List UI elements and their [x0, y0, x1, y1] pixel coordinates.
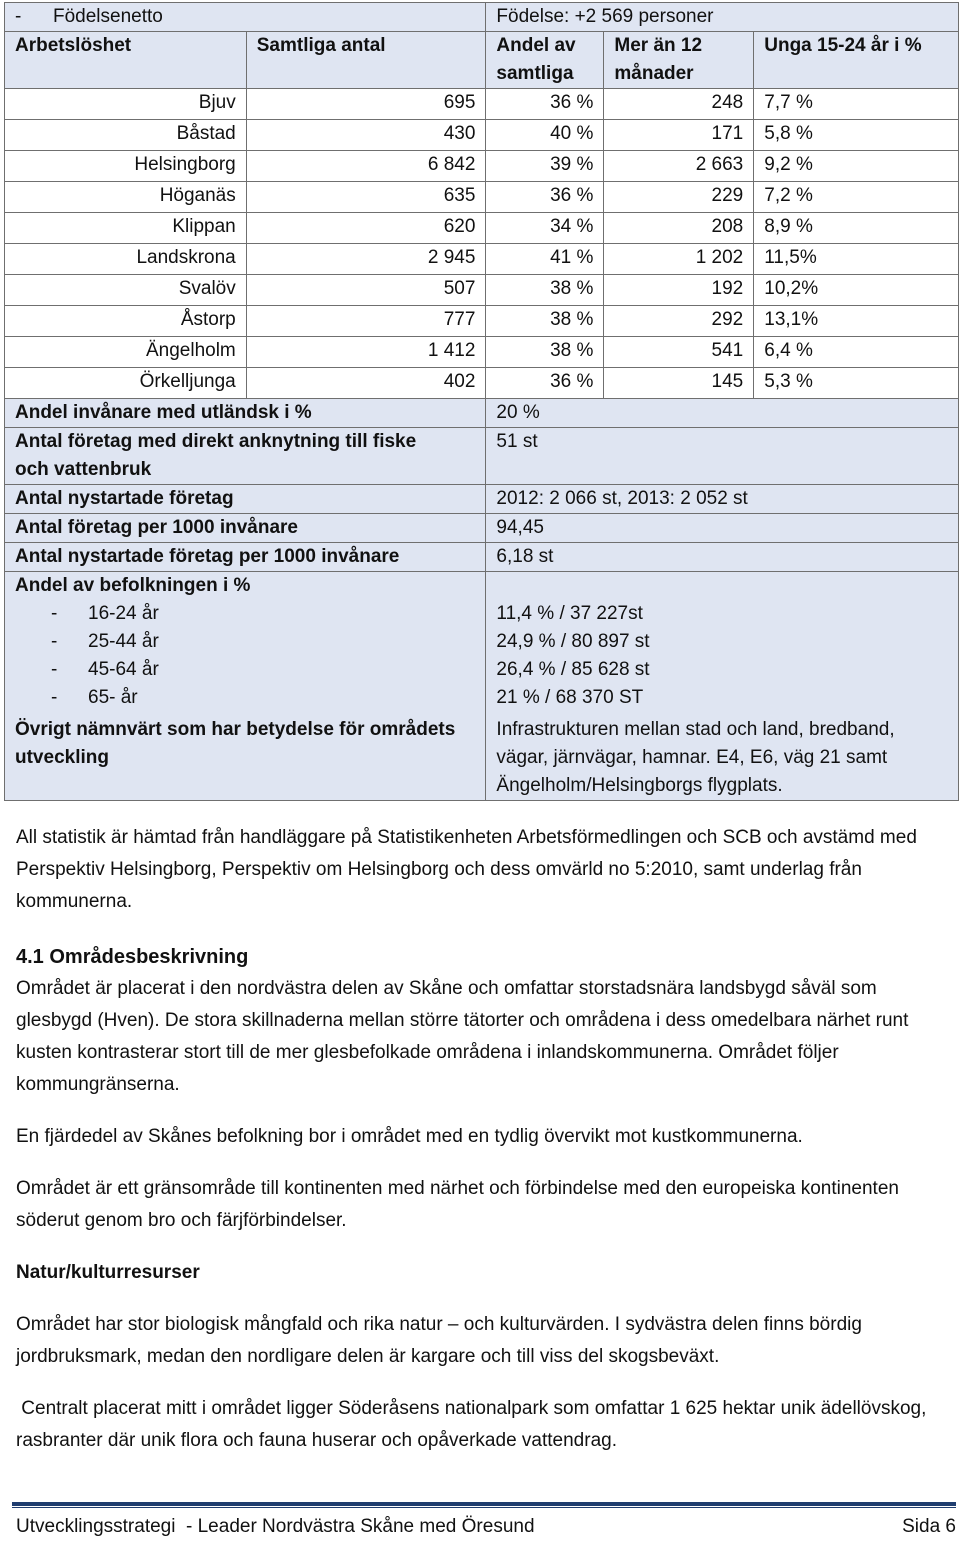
table-row: [5, 428, 959, 485]
population-value-list: [496, 600, 948, 712]
page-number: Sida 6: [902, 1516, 956, 1537]
births-row: [5, 3, 959, 32]
total-count: 695: [246, 89, 486, 120]
share-percent: 36 %: [486, 89, 604, 120]
age-group: [15, 656, 475, 684]
table-row: [5, 151, 959, 182]
nature-paragraph-1: Området har stor biologisk mångfald och rika natur – och kulturvärden. I sydvästra delen finns bördig jordbruksmark, medan den nordligare delen är kargare och till viss del skogsbeväxt.: [16, 1314, 862, 1367]
table-row: [5, 485, 959, 514]
table-row: [5, 89, 959, 120]
table-row: [5, 120, 959, 151]
table-row: [5, 182, 959, 213]
population-cell: [5, 572, 486, 801]
youth-percent: 8,9 %: [754, 213, 959, 244]
dash-bullet: -: [51, 659, 58, 680]
municipality-name: Landskrona: [5, 244, 247, 275]
youth-percent: 9,2 %: [754, 151, 959, 182]
section-heading: 4.1 Områdesbeskrivning: [16, 946, 249, 968]
header-unemployment: Arbetslöshet: [5, 32, 247, 89]
share-percent: 39 %: [486, 151, 604, 182]
age-group-value: 21 % / 68 370 ST: [496, 687, 644, 708]
youth-percent: 5,8 %: [754, 120, 959, 151]
population-values-cell: [486, 572, 959, 801]
source-paragraph: All statistik är hämtad från handläggare på Statistikenheten Arbetsförmedlingen och SCB och avstämd med Perspektiv Helsingborg, Perspektiv om Helsingborg och dess omvärld no 5:2010, samt underlag från kommunerna.: [16, 827, 917, 912]
area-paragraph-1: Området är placerat i den nordvästra delen av Skåne och omfattar storstadsnära landsbygd såväl som glesbygd (Hven). De stora skillnaderna mellan större tätorter och områdena i dess omedelbara närhet runt kusten kontrasterar stort till de mer glesbefolkade områdena i inlandskommunerna. Området följer kommungränserna.: [16, 978, 909, 1095]
age-group-value: 11,4 % / 37 227st: [496, 603, 643, 624]
table-row: [5, 244, 959, 275]
youth-percent: 5,3 %: [754, 368, 959, 399]
long-term-count: 1 202: [604, 244, 754, 275]
long-term-count: 145: [604, 368, 754, 399]
table-row: [5, 399, 959, 428]
share-percent: 36 %: [486, 182, 604, 213]
total-count: 2 945: [246, 244, 486, 275]
municipality-name: Höganäs: [5, 182, 247, 213]
age-group: [15, 600, 475, 628]
youth-percent: 7,7 %: [754, 89, 959, 120]
share-percent: 38 %: [486, 337, 604, 368]
age-group: [15, 684, 475, 712]
age-range: 16-24 år: [88, 603, 159, 624]
total-count: 402: [246, 368, 486, 399]
age-group: [15, 628, 475, 656]
births-value: Födelse: +2 569 personer: [486, 3, 959, 32]
age-group-value: 26,4 % / 85 628 st: [496, 659, 650, 680]
total-count: 620: [246, 213, 486, 244]
share-percent: 40 %: [486, 120, 604, 151]
municipality-name: Bjuv: [5, 89, 247, 120]
youth-percent: 7,2 %: [754, 182, 959, 213]
table-row: [5, 543, 959, 572]
footer-title: Utvecklingsstrategi - Leader Nordvästra Skåne med Öresund: [16, 1516, 535, 1537]
births-label: - Födelsenetto: [5, 3, 486, 32]
nature-paragraph-2: Centralt placerat mitt i området ligger Söderåsens nationalpark som omfattar 1 625 hektar unik ädellövskog, rasbranter där unik flora och fauna huserar och opåverkade vattendrag.: [16, 1398, 932, 1451]
share-percent: 38 %: [486, 275, 604, 306]
fishing-label: Antal företag med direkt anknytning till fiske och vattenbruk: [5, 428, 486, 485]
long-term-count: 208: [604, 213, 754, 244]
statistics-table: [4, 2, 959, 801]
total-count: 1 412: [246, 337, 486, 368]
table-row: [5, 368, 959, 399]
companies-per-1000-value: 94,45: [486, 514, 959, 543]
source-note: [16, 822, 946, 918]
header-share: Andel av samtliga: [486, 32, 604, 89]
table-row: [5, 337, 959, 368]
table-row: [5, 306, 959, 337]
long-term-count: 192: [604, 275, 754, 306]
dash-bullet: -: [51, 603, 58, 624]
youth-percent: 10,2%: [754, 275, 959, 306]
share-percent: 38 %: [486, 306, 604, 337]
municipality-name: Svalöv: [5, 275, 247, 306]
new-companies-label: Antal nystartade företag: [5, 485, 486, 514]
long-term-count: 292: [604, 306, 754, 337]
companies-per-1000-label: Antal företag per 1000 invånare: [5, 514, 486, 543]
municipality-rows: [5, 89, 959, 399]
total-count: 777: [246, 306, 486, 337]
youth-percent: 13,1%: [754, 306, 959, 337]
long-term-count: 541: [604, 337, 754, 368]
age-range: 25-44 år: [88, 631, 159, 652]
youth-percent: 11,5%: [754, 244, 959, 275]
population-age-list: [15, 600, 475, 712]
footer-rule-thin: [12, 1507, 956, 1508]
area-description: [16, 941, 946, 1457]
table-row: [5, 275, 959, 306]
municipality-name: Örkelljunga: [5, 368, 247, 399]
header-youth: Unga 15-24 år i %: [754, 32, 959, 89]
other-label: Övrigt nämnvärt som har betydelse för områdets utveckling: [15, 719, 456, 768]
total-count: 635: [246, 182, 486, 213]
population-row: [5, 572, 959, 801]
municipality-name: Klippan: [5, 213, 247, 244]
long-term-count: 171: [604, 120, 754, 151]
youth-percent: 6,4 %: [754, 337, 959, 368]
total-count: 430: [246, 120, 486, 151]
other-value: Infrastrukturen mellan stad och land, bredband, vägar, järnvägar, hamnar. E4, E6, väg 21 samt Ängelholm/Helsingborgs flygplats.: [496, 719, 895, 796]
table-row: [5, 514, 959, 543]
foreign-share-label: Andel invånare med utländsk i %: [5, 399, 486, 428]
nature-culture-heading: Natur/kulturresurser: [16, 1262, 200, 1283]
total-count: 507: [246, 275, 486, 306]
municipality-name: Båstad: [5, 120, 247, 151]
new-per-1000-value: 6,18 st: [486, 543, 959, 572]
age-group-value: 24,9 % / 80 897 st: [496, 631, 650, 652]
municipality-name: Åstorp: [5, 306, 247, 337]
area-paragraph-2: En fjärdedel av Skånes befolkning bor i området med en tydlig övervikt mot kustkommunerna.: [16, 1126, 803, 1147]
footer-rule: [12, 1502, 956, 1506]
municipality-name: Helsingborg: [5, 151, 247, 182]
new-per-1000-label: Antal nystartade företag per 1000 invånare: [5, 543, 486, 572]
table-header-row: [5, 32, 959, 89]
municipality-name: Ängelholm: [5, 337, 247, 368]
long-term-count: 229: [604, 182, 754, 213]
age-range: 45-64 år: [88, 659, 159, 680]
share-percent: 36 %: [486, 368, 604, 399]
dash-bullet: -: [51, 687, 58, 708]
share-percent: 34 %: [486, 213, 604, 244]
foreign-share-value: 20 %: [486, 399, 959, 428]
age-range: 65- år: [88, 687, 138, 708]
header-long-term: Mer än 12 månader: [604, 32, 754, 89]
area-paragraph-3: Området är ett gränsområde till kontinenten med närhet och förbindelse med den europeiska kontinenten söderut genom bro och färjförbindelser.: [16, 1178, 899, 1231]
dash-bullet: -: [51, 631, 58, 652]
population-label: Andel av befolkningen i %: [15, 575, 251, 596]
header-total: Samtliga antal: [246, 32, 486, 89]
long-term-count: 248: [604, 89, 754, 120]
new-companies-value: 2012: 2 066 st, 2013: 2 052 st: [486, 485, 959, 514]
table-row: [5, 213, 959, 244]
total-count: 6 842: [246, 151, 486, 182]
long-term-count: 2 663: [604, 151, 754, 182]
share-percent: 41 %: [486, 244, 604, 275]
fishing-value: 51 st: [486, 428, 959, 485]
